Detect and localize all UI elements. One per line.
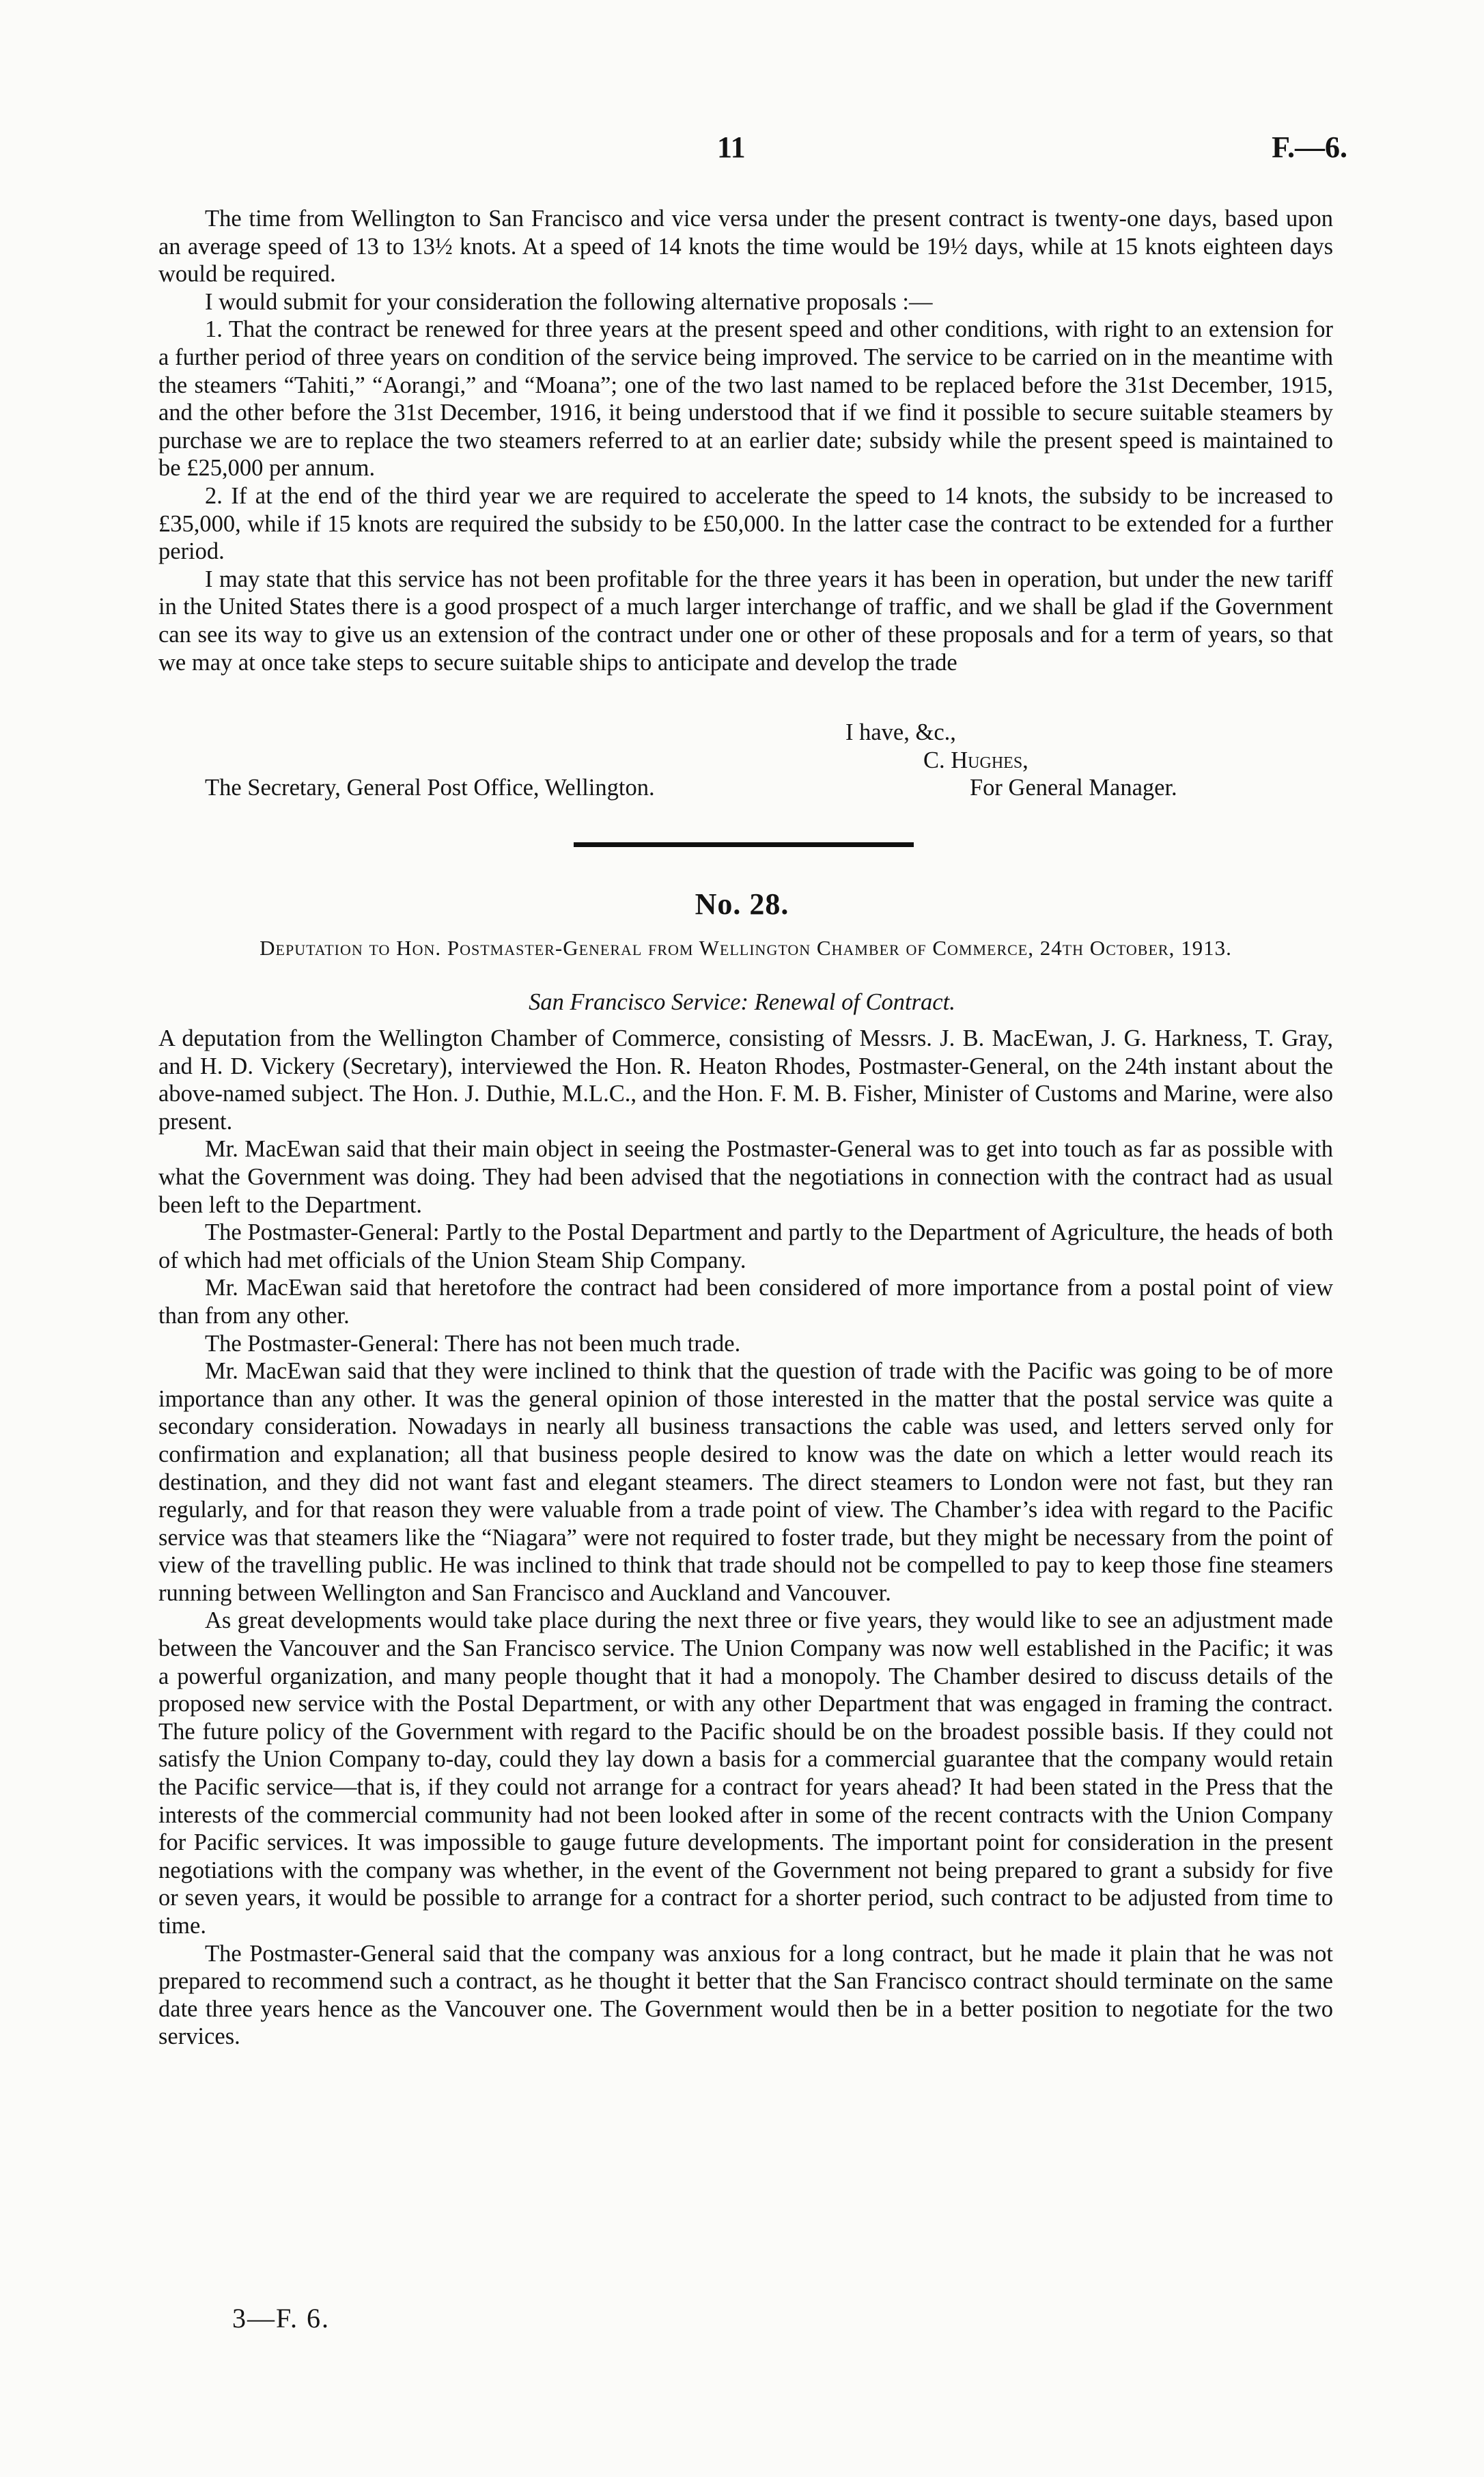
deputation-paragraph: The Postmaster-General: There has not been much trade. xyxy=(205,1330,741,1357)
deputation-paragraph: A deputation from the Wellington Chamber of Commerce, consisting of Messrs. J. B. MacEwan, J. G. Harkness, T. Gray, and H. D. Vickery (Secretary), interviewed the Hon. R. Heaton Rhodes, Postmaster-General, on the 24th instant about the above-named subject. The Hon. J. Duthie, M.L.C., and the Hon. F. M. B. Fisher, Minister of Customs and Marine, were also present. xyxy=(158,1025,1333,1135)
signature-mark: 3—F. 6. xyxy=(232,2303,331,2334)
letter-paragraph: 2. If at the end of the third year we are required to accelerate the speed to 14 knots, the subsidy to be increased to £35,000, while if 15 knots are required the subsidy to be £50,000. In the latter case the contract to be extended for a further period. xyxy=(158,482,1333,565)
letter-paragraph: 1. That the contract be renewed for three years at the present speed and other conditions, with right to an extension for a further period of three years on condition of the service being improved. The service to be carried on in the meantime with the steamers “Tahiti,” “Aorangi,” and “Moana”; one of the two last named to be replaced before the 31st December, 1915, and the other before the 31st December, 1916, it being understood that if we find it possible to secure suitable steamers by purchase we are to replace the two steamers referred to at an earlier date; subsidy while the present speed is maintained to be £25,000 per annum. xyxy=(158,316,1333,482)
letter-body xyxy=(158,205,1333,676)
letter-addressee: The Secretary, General Post Office, Wellington. xyxy=(205,775,655,801)
page-header xyxy=(0,130,1484,178)
page-number: 11 xyxy=(717,130,746,164)
letter-paragraph: I may state that this service has not been profitable for the three years it has been in operation, but under the new tariff in the United States there is a good prospect of a much larger interchange of traffic, and we shall be glad if the Government can see its way to give us an extension of the contract under one or other of these proposals and for a term of years, so that we may at once take steps to secure suitable ships to anticipate and develop the trade xyxy=(158,566,1333,676)
deputation-paragraph: Mr. MacEwan said that their main object in seeing the Postmaster-General was to get into touch as far as possible with what the Government was doing. They had been advised that the negotiations in connection with the contract had as usual been left to the Department. xyxy=(158,1136,1333,1218)
letter-signatory: C. Hughes, xyxy=(923,747,1028,773)
deputation-body xyxy=(158,1025,1333,2051)
deputation-paragraph: As great developments would take place during the next three or five years, they would like to see an adjustment made between the Vancouver and the San Francisco service. The Union Company was now well established in the Pacific; it was a powerful organization, and many people thought that it had a monopoly. The Chamber desired to discuss details of the proposed new service with the Postal Department, or with any other Department that was engaged in framing the contract. The future policy of the Government with regard to the Pacific should be on the broadest possible basis. If they could not satisfy the Union Company to-day, could they lay down a basis for a commercial guarantee that the company would retain the Pacific service—that is, if they could not arrange for a contract for years ahead? It had been stated in the Press that the interests of the commercial community had not been looked after in some of the recent contracts with the Union Company for Pacific services. It was impossible to gauge future developments. The important point for consideration in the present negotiations with the company was whether, in the event of the Government not being prepared to grant a subsidy for five or seven years, it would be possible to arrange for a contract for a shorter period, such contract to be adjusted from time to time. xyxy=(158,1607,1333,1939)
section-subtitle: San Francisco Service: Renewal of Contract. xyxy=(529,989,955,1015)
letter-paragraph: The time from Wellington to San Francisco and vice versa under the present contract is twenty-one days, based upon an average speed of 13 to 13½ knots. At a speed of 14 knots the time would be 19½ days, while at 15 knots eighteen days would be required. xyxy=(158,206,1333,288)
letter-signature-block xyxy=(158,719,1333,802)
section-heading: Deputation to Hon. Postmaster-General from Wellington Chamber of Commerce, 24th October, 1913. xyxy=(260,936,1232,960)
deputation-paragraph: Mr. MacEwan said that they were inclined to think that the question of trade with the Pacific was going to be of more importance than any other. It was the general opinion of those interested in the matter that the postal service was quite a secondary consideration. Nowadays in nearly all business transactions the cable was used, and letters served only for confirmation and explanation; all that business people desired to know was the date on which a letter would reach its destination, and they did not want fast and elegant steamers. The direct steamers to London were not fast, but they ran regularly, and for that reason they were valuable from a trade point of view. The Chamber’s idea with regard to the Pacific service was that steamers like the “Niagara” were not required to foster trade, but they might be necessary from the point of view of the travelling public. He was inclined to think that trade should not be compelled to pay to keep those fine steamers running between Wellington and San Francisco and Auckland and Vancouver. xyxy=(158,1358,1333,1606)
section-number: No. 28. xyxy=(695,887,789,921)
letter-paragraph: I would submit for your consideration the following alternative proposals :— xyxy=(205,288,933,315)
letter-signatory-role: For General Manager. xyxy=(970,775,1177,801)
letter-closing: I have, &c., xyxy=(845,719,956,745)
document-reference: F.—6. xyxy=(1272,130,1347,164)
deputation-paragraph: Mr. MacEwan said that heretofore the contract had been considered of more importance from a postal point of view than from any other. xyxy=(158,1275,1333,1329)
section-divider xyxy=(574,842,914,847)
deputation-paragraph: The Postmaster-General said that the company was anxious for a long contract, but he made it plain that he was not prepared to recommend such a contract, as he thought it better that the San Francisco contract should terminate on the same date three years hence as the Vancouver one. The Government would then be in a better position to negotiate for the two services. xyxy=(158,1940,1333,2050)
deputation-paragraph: The Postmaster-General: Partly to the Postal Department and partly to the Department of Agriculture, the heads of both of which had met officials of the Union Steam Ship Company. xyxy=(158,1219,1333,1273)
